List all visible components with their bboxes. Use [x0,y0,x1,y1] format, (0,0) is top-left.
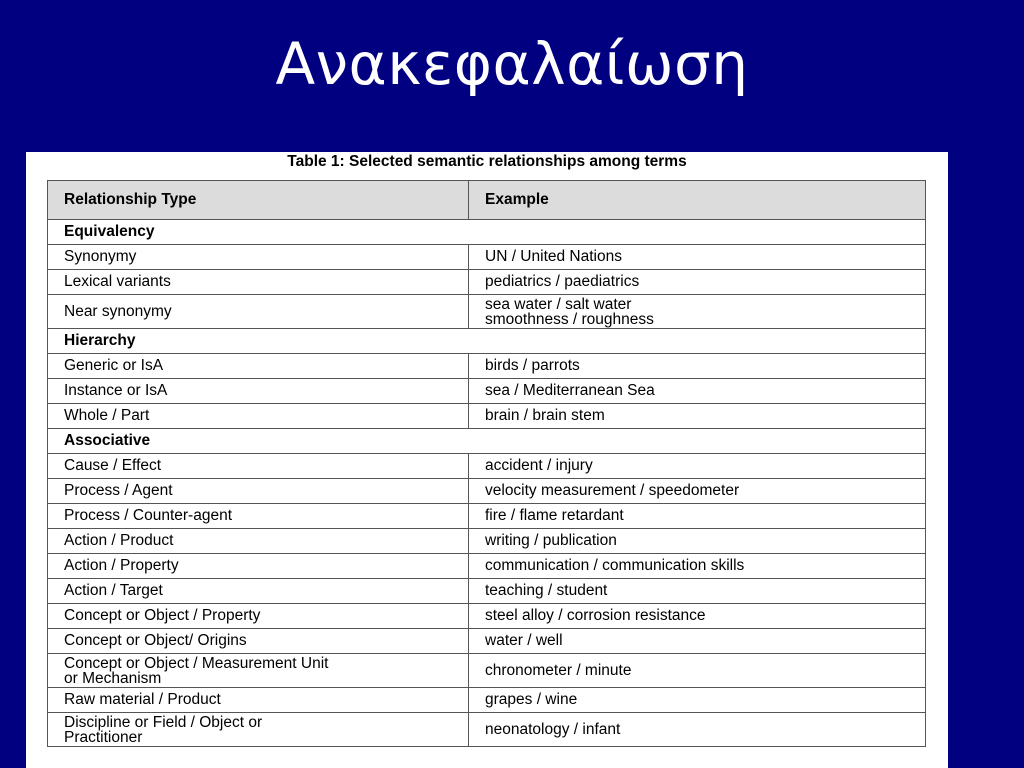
table-row [48,295,926,329]
table-row [48,479,926,504]
relationship-type-cell: Lexical variants [48,270,469,295]
section-label: Associative [48,429,926,454]
table-header-row [48,181,926,220]
table-row [48,654,926,688]
relationship-type-cell: Generic or IsA [48,354,469,379]
relationship-type-cell: Action / Target [48,579,469,604]
table-row [48,270,926,295]
example-cell: fire / flame retardant [469,504,926,529]
table-row [48,529,926,554]
relationship-type-cell: Concept or Object/ Origins [48,629,469,654]
relationship-type-cell: Raw material / Product [48,688,469,713]
relationship-type-cell: Instance or IsA [48,379,469,404]
table-row [48,604,926,629]
semantic-relationships-table [47,180,926,747]
header-relationship-type: Relationship Type [48,181,469,220]
table-caption: Table 1: Selected semantic relationships among terms [287,153,687,170]
section-row-hierarchy [48,329,926,354]
relationship-type-cell: Synonymy [48,245,469,270]
example-cell: accident / injury [469,454,926,479]
example-cell: chronometer / minute [469,654,926,688]
example-cell: UN / United Nations [469,245,926,270]
example-cell: steel alloy / corrosion resistance [469,604,926,629]
section-row-equivalency [48,220,926,245]
example-cell: teaching / student [469,579,926,604]
table-row [48,629,926,654]
example-cell: grapes / wine [469,688,926,713]
table-row [48,579,926,604]
table-row [48,713,926,747]
example-cell: brain / brain stem [469,404,926,429]
example-cell: writing / publication [469,529,926,554]
table-row [48,354,926,379]
example-cell: water / well [469,629,926,654]
example-cell: sea / Mediterranean Sea [469,379,926,404]
table-image-panel [26,152,948,768]
relationship-type-cell: Concept or Object / Measurement Unit or Mechanism [48,654,469,688]
relationship-type-cell: Cause / Effect [48,454,469,479]
relationship-type-cell: Near synonymy [48,295,469,329]
table-row [48,245,926,270]
table-row [48,454,926,479]
relationship-type-cell: Process / Counter-agent [48,504,469,529]
table-body [48,220,926,747]
header-example: Example [469,181,926,220]
table-row [48,688,926,713]
relationship-type-cell: Action / Product [48,529,469,554]
section-label: Hierarchy [48,329,926,354]
table-row [48,554,926,579]
relationship-type-cell: Discipline or Field / Object or Practitioner [48,713,469,747]
relationship-type-cell: Action / Property [48,554,469,579]
example-cell: birds / parrots [469,354,926,379]
example-cell: neonatology / infant [469,713,926,747]
example-cell: sea water / salt water smoothness / roughness [469,295,926,329]
relationship-type-cell: Whole / Part [48,404,469,429]
relationship-type-cell: Process / Agent [48,479,469,504]
table-row [48,404,926,429]
section-row-associative [48,429,926,454]
table-row [48,504,926,529]
section-label: Equivalency [48,220,926,245]
example-cell: pediatrics / paediatrics [469,270,926,295]
table-row [48,379,926,404]
example-cell: velocity measurement / speedometer [469,479,926,504]
relationship-type-cell: Concept or Object / Property [48,604,469,629]
example-cell: communication / communication skills [469,554,926,579]
slide-title: Ανακεφαλαίωση [275,30,749,98]
